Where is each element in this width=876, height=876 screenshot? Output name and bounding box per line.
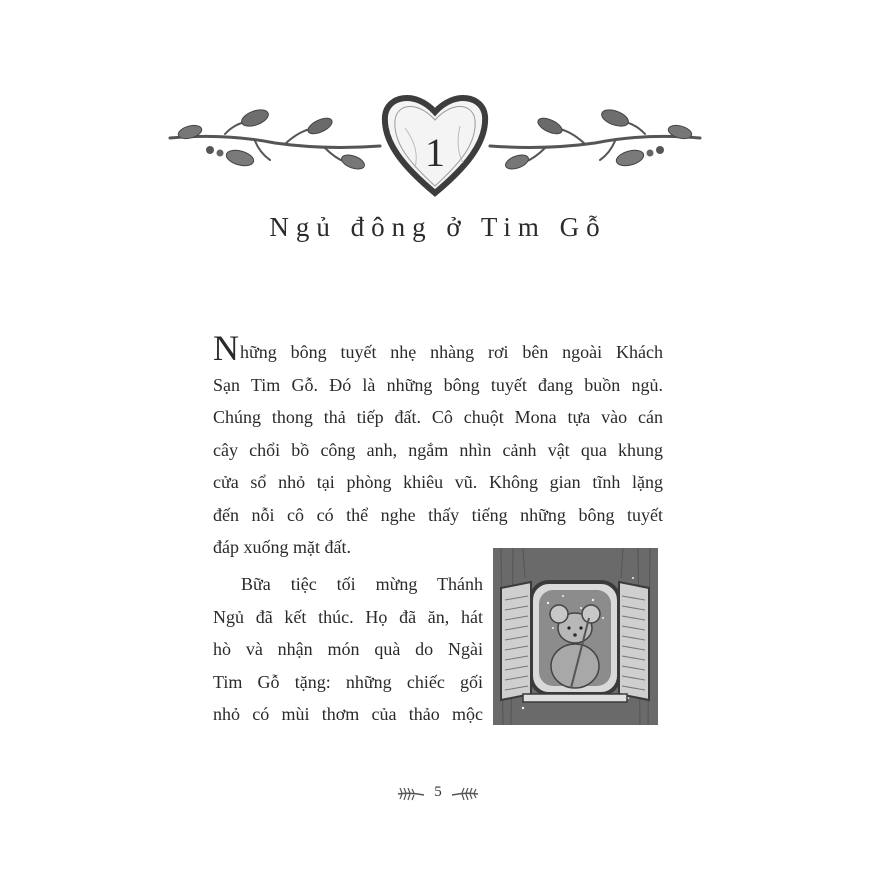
paragraph-1-line [213,328,663,369]
paragraph-2-line: Ngủ đã kết thúc. Họ đã ăn, hát [213,606,483,627]
line-text: hững bông tuyết nhẹ nhàng rơi bên ngoài Khách [240,342,663,362]
chapter-ornament [165,88,705,198]
page-folio [388,782,488,806]
paragraph-2 [213,568,483,731]
left-shutter [501,582,531,700]
chapter-title: Ngủ đông ở Tim Gỗ [269,212,607,242]
drop-cap: N [213,328,239,368]
paragraph-1-line: cửa sổ nhỏ tại phòng khiêu vũ. Không gian tĩnh lặng [213,472,663,492]
paragraph-2-line: nhỏ có mùi thơm của thảo mộc [213,704,483,724]
right-branch-icon [490,107,700,172]
mouse-window-illustration [493,548,658,725]
left-branch-icon [170,107,380,172]
paragraph-2-line: hò và nhận món quà do Ngài [213,639,483,659]
paragraph-1-line: cây chổi bồ công anh, ngắm nhìn cảnh vật qua khung [213,439,663,460]
right-shutter [619,582,649,700]
right-fern-icon [450,786,480,802]
paragraph-1-line: Chúng thong thả tiếp đất. Cô chuột Mona tựa vào cán [213,407,663,427]
chapter-number: 1 [425,130,445,175]
paragraph-1-line: Sạn Tim Gỗ. Đó là những bông tuyết đang buồn ngủ. [213,374,663,395]
paragraph-1 [213,328,663,564]
page-number: 5 [434,784,442,800]
paragraph-2-line: Bữa tiệc tối mừng Thánh [241,574,483,594]
paragraph-1-line: đáp xuống mặt đất. [213,537,351,557]
paragraph-1-line: đến nỗi cô có thể nghe thấy tiếng những bông tuyết [213,504,663,525]
heart-icon [385,98,485,193]
paragraph-2-line: Tim Gỗ tặng: những chiếc gối [213,671,483,692]
